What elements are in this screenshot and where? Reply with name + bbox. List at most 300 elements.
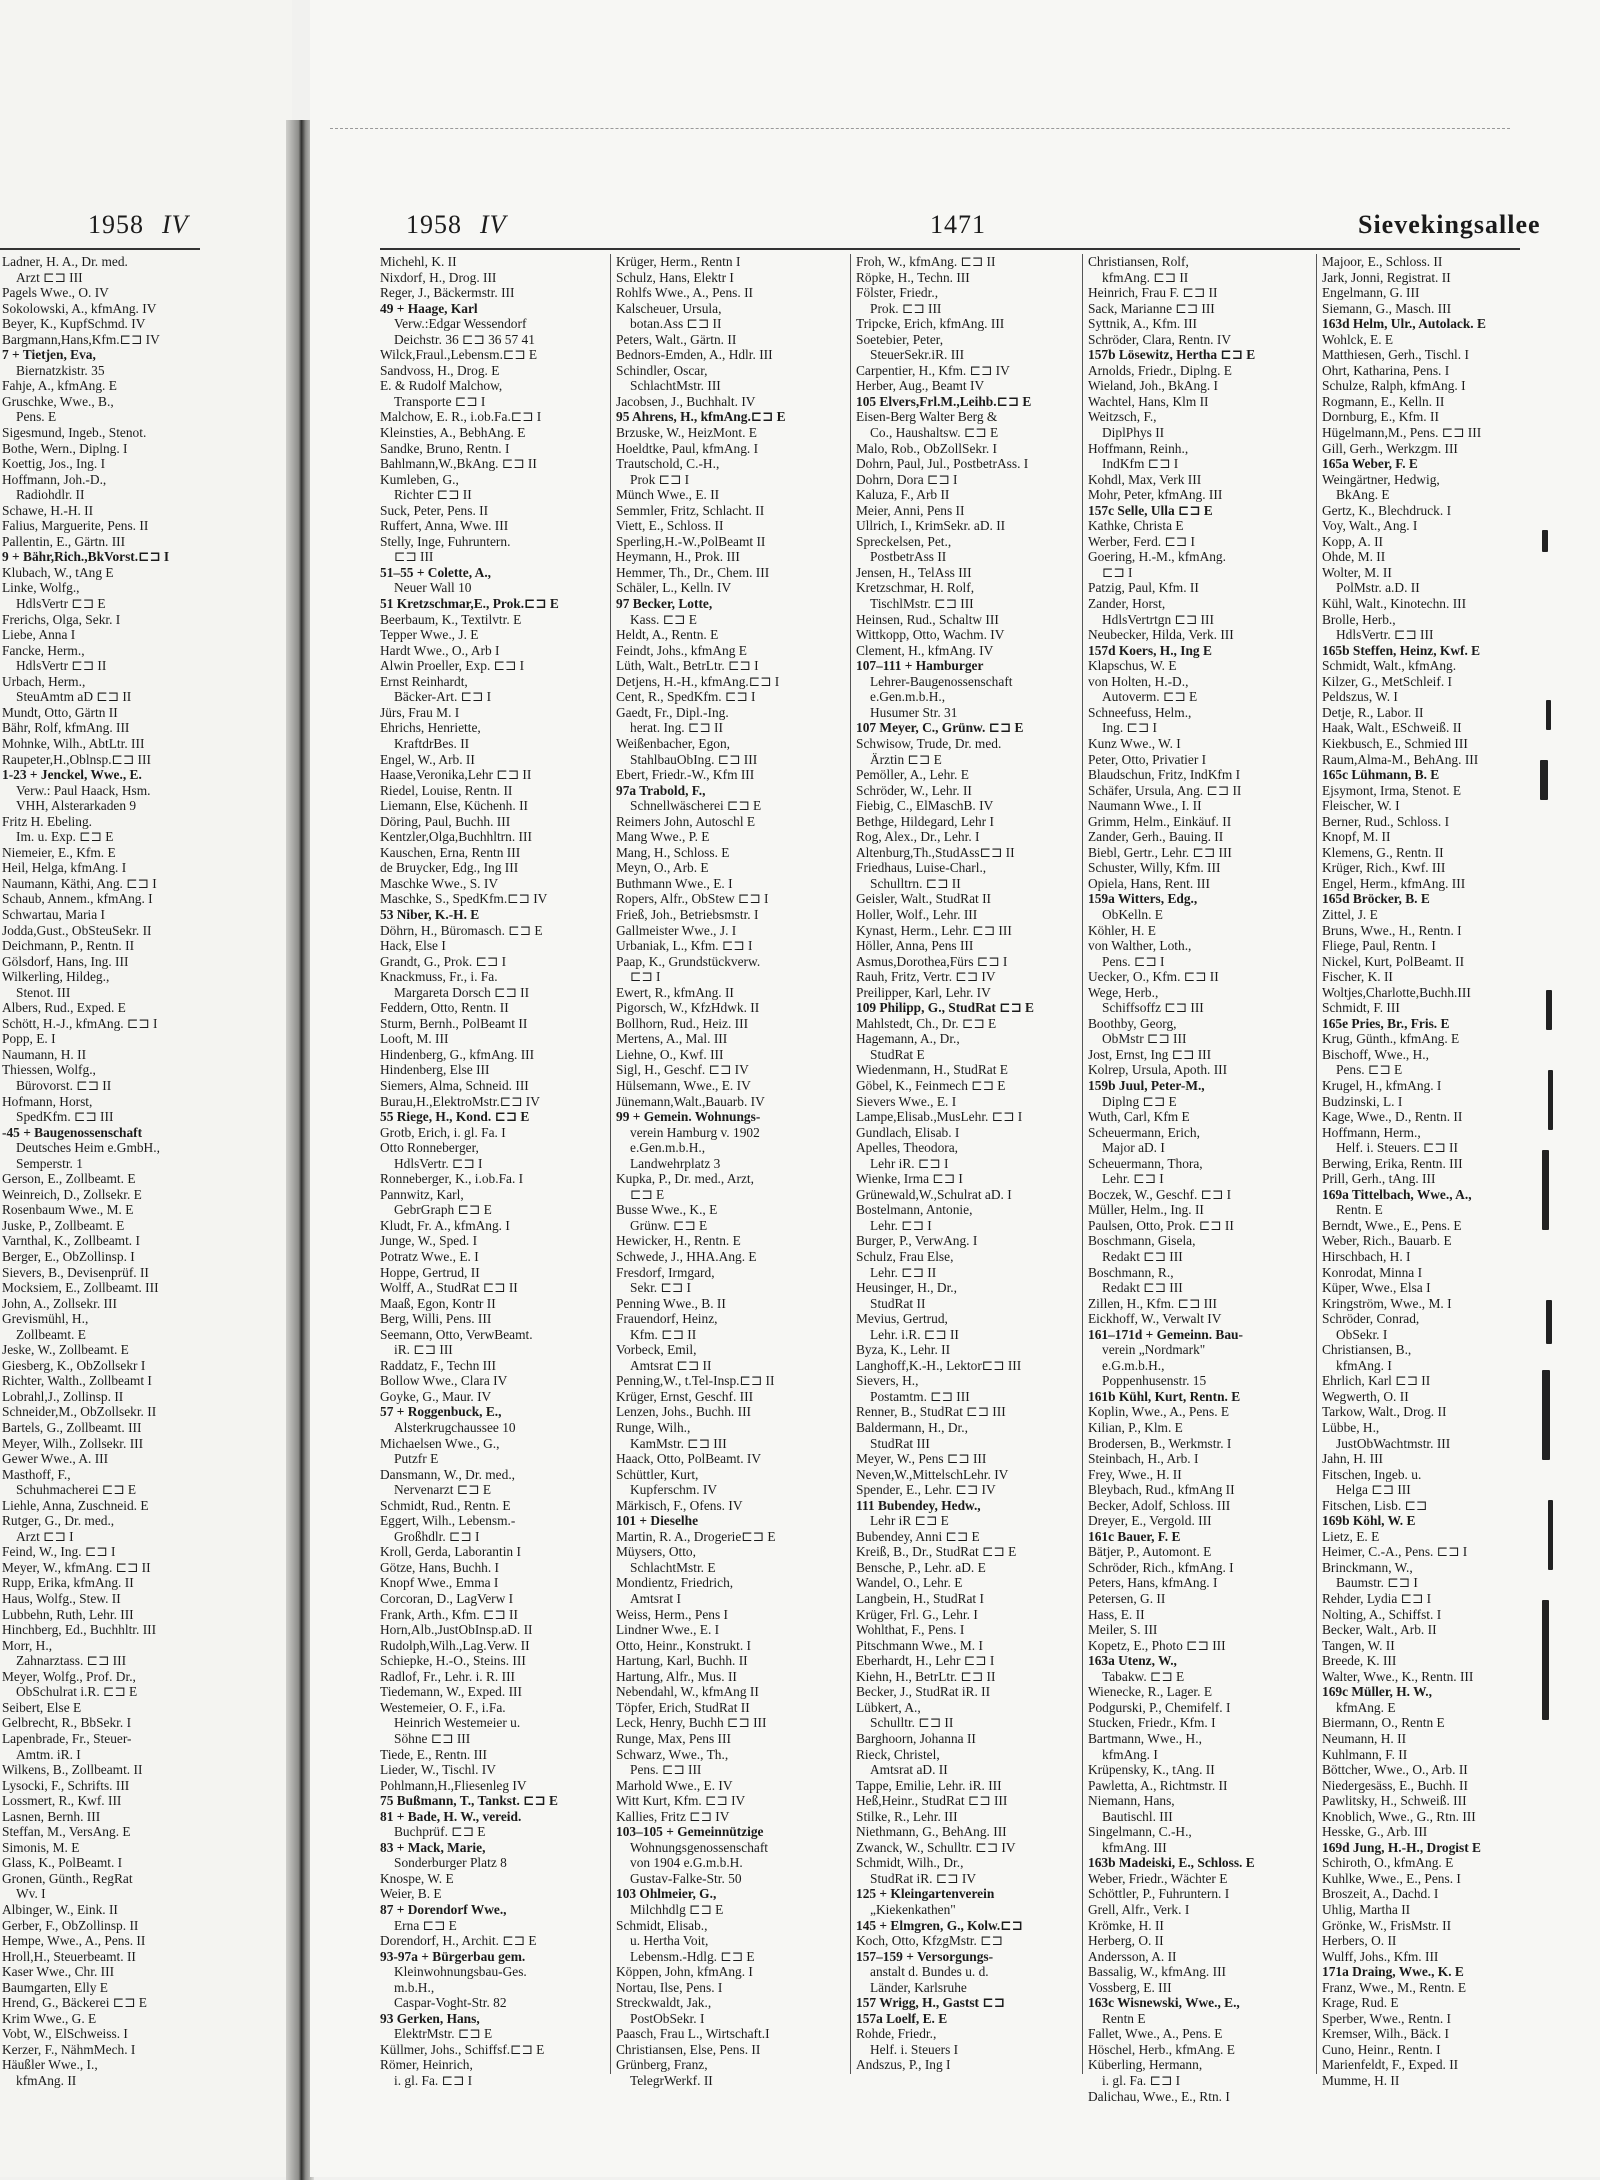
directory-entry: Beyer, K., KupfSchmd. IV: [2, 316, 146, 332]
directory-entry: Töpfer, Erich, StudRat II: [616, 1699, 750, 1715]
directory-entry: Schäfer, Ursula, Ang. ⊏⊐ II: [1088, 782, 1242, 798]
directory-entry: Knospe, W. E: [380, 1870, 454, 1886]
directory-entry: Gaedt, Fr., Dipl.-Ing.: [616, 704, 729, 720]
directory-entry: Mang, H., Schloss. E: [616, 844, 730, 860]
directory-entry: Mahlstedt, Ch., Dr. ⊏⊐ E: [856, 1015, 997, 1031]
column-divider: [610, 254, 611, 2074]
scan-artifact: [1546, 990, 1552, 1030]
directory-entry: Ing. ⊏⊐ I: [1102, 720, 1158, 736]
directory-entry: Wohlck, E. E: [1322, 331, 1394, 347]
directory-entry: 57 + Roggenbuck, E.,: [380, 1404, 502, 1420]
directory-entry: Busse Wwe., K., E: [616, 1202, 718, 1218]
directory-entry: Kuhlke, Wwe., E., Pens. I: [1322, 1870, 1461, 1886]
directory-entry: Döring, Paul, Buchh. III: [380, 813, 511, 829]
directory-entry: Schulz, Frau Else,: [856, 1249, 954, 1264]
directory-entry: ObMstr ⊏⊐ III: [1102, 1031, 1187, 1047]
directory-entry: Berger, E., ObZollinsp. I: [2, 1249, 135, 1264]
directory-entry: Schulze, Ralph, kfmAng. I: [1322, 378, 1466, 394]
directory-entry: Lübbe, H.,: [1322, 1420, 1380, 1436]
directory-entry: Clement, H., kfmAng. IV: [856, 642, 994, 658]
directory-entry: Ejsymont, Irma, Stenot. E: [1322, 782, 1462, 798]
directory-entry: Hemmer, Th., Dr., Chem. III: [616, 564, 770, 580]
directory-entry: Masthoff, F.,: [2, 1466, 71, 1482]
directory-entry: Hoppe, Gertrud, II: [380, 1264, 480, 1280]
directory-entry: Neven,W.,MittelschLehr. IV: [856, 1466, 1009, 1482]
directory-entry: Raddatz, F., Techn III: [380, 1357, 496, 1373]
directory-entry: Hempe, Wwe., A., Pens. II: [2, 1933, 146, 1949]
directory-entry: Trautschold, C.-H.,: [616, 456, 720, 472]
directory-entry: Hoeldtke, Paul, kfmAng. I: [616, 440, 759, 456]
directory-entry: Kolrep, Ursula, Apoth. III: [1088, 1062, 1228, 1078]
directory-entry: Paasch, Frau L., Wirtschaft.I: [616, 2026, 770, 2042]
directory-entry: 163d Helm, Ulr., Autolack. E: [1322, 316, 1486, 332]
directory-entry: Bassalig, W., kfmAng. III: [1088, 1964, 1226, 1980]
directory-entry: Rohde, Friedr.,: [856, 2026, 937, 2042]
directory-entry: Tabakw. ⊏⊐ E: [1102, 1668, 1185, 1684]
directory-entry: Friedhaus, Luise-Charl.,: [856, 860, 987, 876]
directory-entry: Kaser Wwe., Chr. III: [2, 1964, 115, 1980]
directory-entry: VHH, Alsterarkaden 9: [16, 798, 137, 814]
directory-entry: Hrend, G., Bäckerei ⊏⊐ E: [2, 1995, 147, 2011]
directory-entry: Kunz Wwe., W. I: [1088, 735, 1181, 751]
directory-entry: Biermann, O., Rentn E: [1322, 1715, 1445, 1731]
directory-entry: Krage, Rud. E: [1322, 1995, 1399, 2011]
directory-entry: Heß,Heinr., StudRat ⊏⊐ III: [856, 1793, 1008, 1809]
directory-entry: Peldszus, W. I: [1322, 689, 1398, 705]
directory-entry: Deichmann, P., Rentn. II: [2, 938, 135, 954]
directory-entry: Kupferschm. IV: [630, 1482, 718, 1498]
directory-entry: Tangen, W. II: [1322, 1637, 1395, 1653]
directory-entry: Fresdorf, Irmgard,: [616, 1264, 715, 1280]
directory-entry: Boothby, Georg,: [1088, 1015, 1177, 1031]
left-page: [0, 0, 292, 2177]
directory-entry: Pohlmann,H.,Fliesenleg IV: [380, 1777, 527, 1793]
directory-entry: Grünberg, Franz,: [616, 2057, 708, 2073]
directory-entry: Bürovorst. ⊏⊐ II: [16, 1077, 112, 1093]
directory-entry: Pawlitsky, H., Schweiß. III: [1322, 1793, 1467, 1809]
directory-entry: 157c Selle, Ulla ⊏⊐ E: [1088, 502, 1213, 518]
directory-entry: Grünewald,W.,Schulrat aD. I: [856, 1186, 1012, 1202]
directory-entry: Hindenberg, G., kfmAng. III: [380, 1046, 535, 1062]
directory-entry: Horn,Alb.,JustObInsp.aD. II: [380, 1622, 533, 1638]
left-header-rule: [0, 248, 200, 250]
directory-entry: 163a Utenz, W.,: [1088, 1653, 1177, 1669]
directory-entry: Runge, Max, Pens III: [616, 1730, 731, 1746]
directory-entry: Varnthal, K., Zollbeamt. I: [2, 1233, 140, 1249]
directory-entry: Nickel, Kurt, PolBeamt. II: [1322, 953, 1465, 969]
directory-entry: Lindner Wwe., E. I: [616, 1622, 720, 1638]
directory-entry: Riedel, Louise, Rentn. II: [380, 782, 513, 798]
directory-entry: 97a Trabold, F.,: [616, 782, 706, 798]
directory-entry: Ronneberger, K., i.ob.Fa. I: [380, 1171, 524, 1187]
directory-entry: Schwarz, Wwe., Th.,: [616, 1746, 729, 1762]
directory-entry: Bischoff, Wwe., H.,: [1322, 1046, 1429, 1062]
directory-entry: Kynast, Herm., Lehr. ⊏⊐ III: [856, 922, 1012, 938]
directory-entry: Lehr. ⊏⊐ I: [870, 1217, 932, 1233]
directory-entry: Pemöller, A., Lehr. E: [856, 767, 969, 783]
directory-entry: Becker, Adolf, Schloss. III: [1088, 1497, 1231, 1513]
directory-entry: Spender, E., Lehr. ⊏⊐ IV: [856, 1482, 996, 1498]
directory-column-4: [1088, 254, 1312, 2104]
directory-entry: Schnellwäscherei ⊏⊐ E: [630, 798, 762, 814]
directory-entry: Otto, Heinr., Konstrukt. I: [616, 1637, 752, 1653]
right-page-header: [310, 210, 1600, 244]
directory-entry: Cent, R., SpedKfm. ⊏⊐ I: [616, 689, 756, 705]
directory-entry: Detjens, H.-H., kfmAng.⊏⊐ I: [616, 673, 780, 689]
directory-entry: Engel, Herm., kfmAng. III: [1322, 875, 1466, 891]
directory-entry: Rohlfs Wwe., A., Pens. II: [616, 285, 753, 301]
directory-entry: HdlsVertr ⊏⊐ II: [16, 658, 107, 674]
directory-entry: Haase,Veronika,Lehr ⊏⊐ II: [380, 767, 532, 783]
directory-entry: Weißenbacher, Egon,: [616, 735, 731, 751]
directory-entry: Nervenarzt ⊏⊐ E: [394, 1482, 492, 1498]
directory-entry: 95 Ahrens, H., kfmAng.⊏⊐ E: [616, 409, 786, 425]
directory-entry: Niedergesäss, E., Buchh. II: [1322, 1777, 1468, 1793]
directory-entry: Sigl, H., Geschf. ⊏⊐ IV: [616, 1062, 749, 1078]
directory-entry: Hass, E. II: [1088, 1606, 1145, 1622]
directory-entry: Falius, Marguerite, Pens. II: [2, 518, 149, 534]
directory-entry: Bothe, Wern., Diplng. I: [2, 440, 128, 456]
directory-entry: Kage, Wwe., D., Rentn. II: [1322, 1109, 1463, 1125]
directory-entry: Lysocki, F., Schrifts. III: [2, 1777, 130, 1793]
directory-entry: Meyer, Wolfg., Prof. Dr.,: [2, 1668, 136, 1684]
directory-entry: 103 Ohlmeier, G.,: [616, 1886, 717, 1902]
directory-entry: 171a Draing, Wwe., K. E: [1322, 1964, 1464, 1980]
directory-entry: Wege, Herb.,: [1088, 984, 1159, 1000]
directory-entry: Vobt, W., ElSchweiss. I: [2, 2026, 128, 2042]
left-page-header: [0, 210, 292, 244]
directory-entry: Kremser, Wilh., Bäck. I: [1322, 2026, 1449, 2042]
directory-entry: Hesske, G., Arb. III: [1322, 1824, 1428, 1840]
directory-entry: Barghoorn, Johanna II: [856, 1730, 976, 1746]
directory-entry: Pigorsch, W., KfzHdwk. II: [616, 1000, 760, 1016]
directory-entry: Amtsrat aD. II: [870, 1762, 948, 1778]
directory-entry: Hirschbach, H. I: [1322, 1249, 1411, 1264]
directory-entry: Cuno, Heinr., Rentn. I: [1322, 2041, 1441, 2057]
directory-entry: Suck, Peter, Pens. II: [380, 502, 489, 518]
directory-entry: Zwanck, W., Schulltr. ⊏⊐ IV: [856, 1839, 1016, 1855]
directory-entry: Holler, Wolf., Lehr. III: [856, 906, 978, 922]
directory-entry: Rutger, G., Dr. med.,: [2, 1513, 115, 1529]
directory-entry: Berwing, Erika, Rentn. III: [1322, 1155, 1463, 1171]
directory-entry: 83 + Mack, Marie,: [380, 1839, 486, 1855]
directory-entry: Niethmann, G., BehAng. III: [856, 1824, 1007, 1840]
directory-entry: Asmus,Dorothea,Fürs ⊏⊐ I: [856, 953, 1008, 969]
directory-entry: Uhlig, Martha II: [1322, 1901, 1411, 1917]
directory-entry: Hack, Else I: [380, 938, 446, 954]
directory-entry: Wolter, M. II: [1322, 564, 1392, 580]
directory-entry: JustObWachtmstr. III: [1336, 1435, 1451, 1451]
directory-entry: Herbers, O. II: [1322, 1933, 1397, 1949]
directory-entry: 157 Wrigg, H., Gastst ⊏⊐: [856, 1995, 1005, 2011]
directory-entry: Prok. ⊏⊐ III: [870, 300, 942, 316]
directory-column-2: [616, 254, 846, 2089]
directory-entry: Geisler, Walt., StudRat II: [856, 891, 991, 907]
directory-entry: Voy, Walt., Ang. I: [1322, 518, 1418, 534]
directory-entry: Viett, E., Schloss. II: [616, 518, 724, 534]
directory-entry: Bahlmann,W.,BkAng. ⊏⊐ II: [380, 456, 537, 472]
directory-entry: Fiebig, C., ElMaschB. IV: [856, 798, 994, 814]
directory-entry: E. & Rudolf Malchow,: [380, 378, 503, 394]
directory-entry: anstalt d. Bundes u. d.: [870, 1964, 989, 1980]
scan-artifact: [1542, 530, 1548, 552]
directory-entry: 51–55 + Colette, A.,: [380, 564, 492, 580]
directory-entry: Hewicker, H., Rentn. E: [616, 1233, 741, 1249]
directory-entry: Naumann, Käthi, Ang. ⊏⊐ I: [2, 875, 157, 891]
directory-entry: Tiede, E., Rentn. III: [380, 1746, 487, 1762]
directory-entry: ⊏⊐ III: [394, 549, 434, 565]
page-number: 1471: [930, 210, 986, 239]
directory-entry: Sokolowski, A., kfmAng. IV: [2, 300, 157, 316]
directory-entry: Maschke, S., SpedKfm.⊏⊐ IV: [380, 891, 548, 907]
directory-entry: Meiler, S. III: [1088, 1622, 1158, 1638]
directory-entry: Frerichs, Olga, Sekr. I: [2, 611, 121, 627]
directory-entry: Vorbeck, Emil,: [616, 1342, 697, 1358]
directory-entry: Ullrich, I., KrimSekr. aD. II: [856, 518, 1006, 534]
directory-entry: Kleinsties, A., BebhAng. E: [380, 425, 526, 441]
directory-entry: Burau,H.,ElektroMstr.⊏⊐ IV: [380, 1093, 540, 1109]
directory-entry: Schawe, H.-H. II: [2, 502, 94, 518]
directory-entry: Postamtm. ⊏⊐ III: [870, 1388, 970, 1404]
directory-entry: 165b Steffen, Heinz, Kwf. E: [1322, 642, 1481, 658]
directory-column-3: [856, 254, 1078, 2073]
directory-entry: Fahje, A., kfmAng. E: [2, 378, 117, 394]
directory-entry: Schaub, Annem., kfmAng. I: [2, 891, 153, 907]
directory-entry: Gronen, Günth., RegRat: [2, 1870, 133, 1886]
directory-entry: DiplPhys II: [1102, 425, 1165, 441]
directory-entry: Schröder, W., Lehr. II: [856, 782, 972, 798]
directory-entry: Kuhlmann, F. II: [1322, 1746, 1408, 1762]
directory-entry: Uecker, O., Kfm. ⊏⊐ II: [1088, 969, 1219, 985]
directory-entry: Dalichau, Wwe., E., Rtn. I: [1088, 2088, 1230, 2104]
directory-entry: Siemann, G., Masch. III: [1322, 300, 1452, 316]
directory-entry: Apelles, Theodora,: [856, 1140, 959, 1156]
directory-entry: Hartung, Karl, Buchh. II: [616, 1653, 748, 1669]
scan-artifact: [1546, 1300, 1552, 1344]
directory-entry: Richter ⊏⊐ II: [394, 487, 472, 503]
directory-entry: Bednors-Emden, A., Hdlr. III: [616, 347, 773, 363]
directory-entry: Renner, B., StudRat ⊏⊐ III: [856, 1404, 1006, 1420]
directory-entry: Frey, Wwe., H. II: [1088, 1466, 1182, 1482]
directory-entry: Albers, Rud., Exped. E: [2, 1000, 126, 1016]
directory-entry: Klubach, W., tAng E: [2, 564, 114, 580]
directory-entry: Sonderburger Platz 8: [394, 1855, 507, 1871]
directory-entry: Goering, H.-M., kfmAng.: [1088, 549, 1226, 565]
directory-entry: Gewer Wwe., A. III: [2, 1451, 109, 1467]
directory-entry: GebrGraph ⊏⊐ E: [394, 1202, 492, 1218]
directory-entry: Biernatzkistr. 35: [16, 362, 105, 378]
directory-entry: Jünemann,Walt.,Bauarb. IV: [616, 1093, 765, 1109]
directory-entry: Krüger, Ernst, Geschf. III: [616, 1388, 754, 1404]
directory-entry: Verw.: Paul Haack, Hsm.: [16, 782, 151, 798]
directory-entry: Wittkopp, Otto, Wachm. IV: [856, 627, 1005, 643]
directory-entry: Gundlach, Elisab. I: [856, 1124, 960, 1140]
directory-entry: kfmAng. ⊏⊐ II: [1102, 269, 1189, 285]
directory-entry: Transporte ⊏⊐ I: [394, 393, 486, 409]
directory-entry: Erna ⊏⊐ E: [394, 1917, 457, 1933]
directory-entry: Knoblich, Wwe., G., Rtn. III: [1322, 1808, 1476, 1824]
directory-entry: Haus, Wolfg., Stew. II: [2, 1591, 121, 1607]
directory-entry: 103–105 + Gemeinnützige: [616, 1824, 764, 1840]
directory-entry: Götze, Hans, Buchh. I: [380, 1559, 499, 1575]
directory-entry: Becker, J., StudRat iR. II: [856, 1684, 991, 1700]
column-divider: [850, 254, 851, 2074]
directory-entry: Römer, Heinrich,: [380, 2057, 473, 2073]
directory-entry: Wulff, Johs., Kfm. III: [1322, 1948, 1439, 1964]
directory-entry: Grevismühl, H.,: [2, 1311, 89, 1327]
directory-entry: Konrodat, Minna I: [1322, 1264, 1423, 1280]
directory-entry: Klemens, G., Rentn. II: [1322, 844, 1444, 860]
directory-entry: Grandt, G., Prok. ⊏⊐ I: [380, 953, 507, 969]
directory-entry: Semperstr. 1: [16, 1155, 83, 1171]
directory-entry: Helf. i. Steuers I: [870, 2041, 959, 2057]
directory-entry: Mang Wwe., P. E: [616, 829, 710, 845]
directory-entry: Amtm. iR. I: [16, 1746, 81, 1762]
directory-entry: Lehr. i.R. ⊏⊐ II: [870, 1326, 959, 1342]
directory-entry: Stucken, Friedr., Kfm. I: [1088, 1715, 1216, 1731]
directory-entry: Engelmann, G. III: [1322, 285, 1420, 301]
directory-entry: Herberg, O. II: [1088, 1933, 1164, 1949]
directory-entry: Potratz Wwe., E. I: [380, 1249, 479, 1264]
directory-entry: ⊏⊐ E: [630, 1186, 665, 1202]
directory-entry: Albinger, W., Eink. II: [2, 1901, 118, 1917]
directory-entry: Woltjes,Charlotte,Buchh.III: [1322, 984, 1471, 1000]
directory-entry: 169a Tittelbach, Wwe., A.,: [1322, 1186, 1472, 1202]
directory-entry: Bethge, Hildegard, Lehr I: [856, 813, 994, 829]
directory-entry: Boczek, W., Geschf. ⊏⊐ I: [1088, 1186, 1232, 1202]
directory-entry: Frank, Arth., Kfm. ⊏⊐ II: [380, 1606, 518, 1622]
directory-entry: Alwin Proeller, Exp. ⊏⊐ I: [380, 658, 525, 674]
directory-entry: Tripcke, Erich, kfmAng. III: [856, 316, 1005, 332]
directory-entry: Mundt, Otto, Gärtn II: [2, 704, 118, 720]
directory-entry: Häußler Wwe., I.,: [2, 2057, 98, 2073]
right-page-year: 1958: [406, 210, 462, 239]
directory-entry: verein Hamburg v. 1902: [630, 1124, 760, 1140]
directory-entry: Schiffsoffz ⊏⊐ III: [1102, 1000, 1204, 1016]
directory-entry: Feindt, Johs., kfmAng E: [616, 642, 747, 658]
directory-entry: Singelmann, C.-H.,: [1088, 1824, 1192, 1840]
directory-entry: Reger, J., Bäckermstr. III: [380, 285, 515, 301]
directory-entry: Caspar-Voght-Str. 82: [394, 1995, 507, 2011]
directory-entry: Wilkerling, Hildeg.,: [2, 969, 110, 985]
directory-entry: Boschmann, R.,: [1088, 1264, 1174, 1280]
directory-entry: 111 Bubendey, Hedw.,: [856, 1497, 981, 1513]
directory-entry: Dohrn, Paul, Jul., PostbetrAss. I: [856, 456, 1029, 472]
directory-entry: Schindler, Oscar,: [616, 362, 708, 378]
directory-entry: Lapenbrade, Fr., Steuer-: [2, 1730, 132, 1746]
directory-entry: Putzfr E: [394, 1451, 439, 1467]
directory-entry: Kerzer, F., NähmMech. I: [2, 2041, 136, 2057]
directory-entry: i. gl. Fa. ⊏⊐ I: [1102, 2072, 1181, 2088]
directory-entry: Marienfeldt, F., Exped. II: [1322, 2057, 1459, 2073]
directory-entry: Heimer, C.-A., Pens. ⊏⊐ I: [1322, 1544, 1468, 1560]
directory-entry: von Walther, Loth.,: [1088, 938, 1192, 954]
directory-entry: Hindenberg, Else III: [380, 1062, 490, 1078]
directory-entry: Gertz, K., Blechdruck. I: [1322, 502, 1452, 518]
directory-entry: Eberhardt, H., Lehr ⊏⊐ I: [856, 1653, 995, 1669]
directory-entry: Boschmann, Gisela,: [1088, 1233, 1196, 1249]
directory-entry: Bätjer, P., Automont. E: [1088, 1544, 1212, 1560]
directory-entry: StahlbauObIng. ⊏⊐ III: [630, 751, 758, 767]
directory-entry: Christiansen, Rolf,: [1088, 254, 1189, 269]
directory-entry: Thiessen, Wolfg.,: [2, 1062, 96, 1078]
directory-entry: 51 Kretzschmar,E., Prok.⊏⊐ E: [380, 596, 559, 612]
directory-entry: Lübkert, A.,: [856, 1699, 921, 1715]
directory-entry: Rog, Alex., Dr., Lehr. I: [856, 829, 980, 845]
directory-entry: Majoor, E., Schloss. II: [1322, 254, 1443, 269]
directory-entry: Weingärtner, Hedwig,: [1322, 471, 1440, 487]
directory-entry: Lebensm.-Hdlg. ⊏⊐ E: [630, 1948, 755, 1964]
directory-entry: Bleybach, Rud., kfmAng II: [1088, 1482, 1235, 1498]
scan-artifact: [1542, 1370, 1550, 1460]
directory-entry: Martin, R. A., Drogerie⊏⊐ E: [616, 1528, 776, 1544]
directory-entry: Helf. i. Steuers. ⊏⊐ II: [1336, 1140, 1458, 1156]
directory-entry: Schiroth, O., kfmAng. E: [1322, 1855, 1454, 1871]
directory-entry: Byza, K., Lehr. II: [856, 1342, 951, 1358]
directory-entry: Knopf Wwe., Emma I: [380, 1575, 499, 1591]
directory-entry: Jodda,Gust., ObSteuSekr. II: [2, 922, 152, 938]
directory-entry: Göbel, K., Feinmech ⊏⊐ E: [856, 1077, 1006, 1093]
directory-entry: Lampe,Elisab.,MusLehr. ⊏⊐ I: [856, 1109, 1023, 1125]
directory-entry: Jacobsen, J., Buchhalt. IV: [616, 393, 756, 409]
directory-entry: Fritz H. Ebeling.: [2, 813, 93, 829]
directory-entry: Meyer, W., kfmAng. ⊏⊐ II: [2, 1559, 151, 1575]
directory-entry: Seibert, Else E: [2, 1699, 82, 1715]
directory-entry: Bollow Wwe., Clara IV: [380, 1373, 508, 1389]
directory-entry: Wienke, Irma ⊏⊐ I: [856, 1171, 963, 1187]
directory-entry: Neumann, H. II: [1322, 1730, 1407, 1746]
directory-entry: Feind, W., Ing. ⊏⊐ I: [2, 1544, 116, 1560]
directory-entry: Lubbehn, Ruth, Lehr. III: [2, 1606, 134, 1622]
directory-entry: Kroll, Gerda, Laborantin I: [380, 1544, 521, 1560]
directory-entry: Lehr. ⊏⊐ II: [870, 1264, 937, 1280]
column-divider: [1316, 254, 1317, 2074]
directory-entry: Pitschmann Wwe., M. I: [856, 1637, 983, 1653]
directory-entry: Schäler, L., Kelln. IV: [616, 580, 732, 596]
directory-entry: Dornburg, E., Kfm. II: [1322, 409, 1439, 425]
directory-entry: Buthmann Wwe., E. I: [616, 875, 733, 891]
directory-entry: Fölster, Friedr.,: [856, 285, 939, 301]
directory-entry: Schwede, J., HHA.Ang. E: [616, 1249, 757, 1264]
directory-entry: Berg, Willi, Pens. III: [380, 1311, 492, 1327]
directory-entry: Bargmann,Hans,Kfm.⊏⊐ IV: [2, 331, 160, 347]
directory-entry: Schuster, Willy, Kfm. III: [1088, 860, 1221, 876]
directory-entry: Petersen, G. II: [1088, 1591, 1166, 1607]
directory-entry: Morr, H.,: [2, 1637, 53, 1653]
directory-entry: IndKfm ⊏⊐ I: [1102, 456, 1179, 472]
directory-entry: Wiedenmann, H., StudRat E: [856, 1062, 1008, 1078]
directory-entry: Koplin, Wwe., A., Pens. E: [1088, 1404, 1230, 1420]
directory-entry: Jeske, W., Zollbeamt. E: [2, 1342, 129, 1358]
directory-entry: Nortau, Ilse, Pens. I: [616, 1979, 723, 1995]
directory-entry: Paap, K., Grundstückverw.: [616, 953, 761, 969]
directory-entry: Maschke Wwe., S. IV: [380, 875, 499, 891]
directory-entry: 105 Elvers,Frl.M.,Leihb.⊏⊐ E: [856, 393, 1032, 409]
directory-entry: Bruns, Wwe., H., Rentn. I: [1322, 922, 1462, 938]
directory-entry: Schmidt, Elisab.,: [616, 1917, 708, 1933]
directory-entry: Fischer, K. II: [1322, 969, 1393, 985]
directory-entry: Länder, Karlsruhe: [870, 1979, 967, 1995]
directory-entry: Peter, Otto, Privatier I: [1088, 751, 1207, 767]
directory-entry: 163b Madeiski, E., Schloss. E: [1088, 1855, 1255, 1871]
directory-entry: Christiansen, Else, Pens. II: [616, 2041, 761, 2057]
directory-entry: Radlof, Fr., Lehr. i. R. III: [380, 1668, 516, 1684]
directory-entry: Schmidt, Rud., Rentn. E: [380, 1497, 511, 1513]
directory-entry: ObSekr. I: [1336, 1326, 1388, 1342]
directory-entry: Langhoff,K.-H., Lektor⊏⊐ III: [856, 1357, 1022, 1373]
directory-entry: Rentn E: [1102, 2010, 1146, 2026]
directory-entry: Krüpensky, K., tAng. II: [1088, 1762, 1215, 1778]
